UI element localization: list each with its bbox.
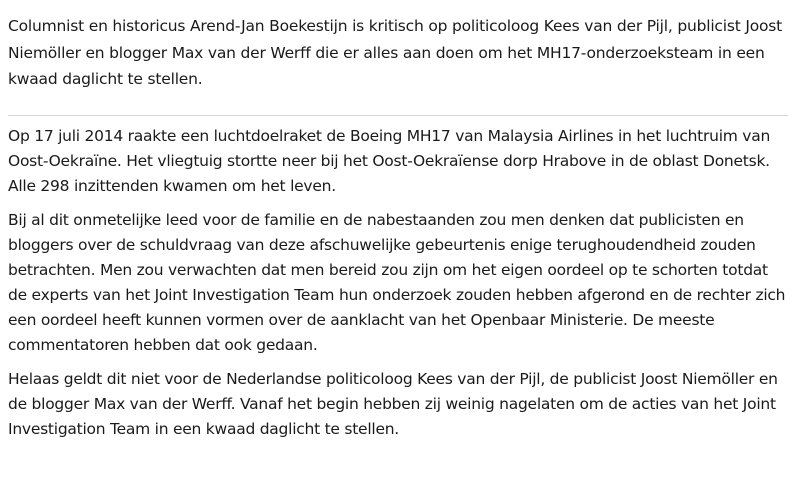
- article-intro: Columnist en historicus Arend-Jan Boekestijn is kritisch op politicoloog Kees van der Pijl, publicist Joost Niemöller en blogger Max van der Werff die er alles aan doen om het MH17-onderzoeksteam in een kwaad daglicht te stellen.: [8, 0, 788, 116]
- article-body: [8, 116, 788, 442]
- article-paragraph: Op 17 juli 2014 raakte een luchtdoelraket de Boeing MH17 van Malaysia Airlines in het luchtruim van Oost-Oekraïne. Het vliegtuig stortte neer bij het Oost-Oekraïense dorp Hrabove in de oblast Donetsk. Alle 298 inzittenden kwamen om het leven.: [8, 126, 771, 195]
- article: [8, 0, 788, 451]
- article-paragraph: Helaas geldt dit niet voor de Nederlandse politicoloog Kees van der Pijl, de publicist Joost Niemöller en de blogger Max van der Werff. Vanaf het begin hebben zij weinig nagelaten om de acties van het Joint Investigation Team in een kwaad daglicht te stellen.: [8, 369, 778, 438]
- article-paragraph: Bij al dit onmetelijke leed voor de familie en de nabestaanden zou men denken dat publicisten en bloggers over de schuldvraag van deze afschuwelijke gebeurtenis enige terughoudendheid zouden betrachten. Men zou verwachten dat men bereid zou zijn om het eigen oordeel op te schorten totdat de experts van het Joint Investigation Team hun onderzoek zouden hebben afgerond en de rechter zich een oordeel heeft kunnen vormen over de aanklacht van het Openbaar Ministerie. De meeste commentatoren hebben dat ook gedaan.: [8, 210, 786, 354]
